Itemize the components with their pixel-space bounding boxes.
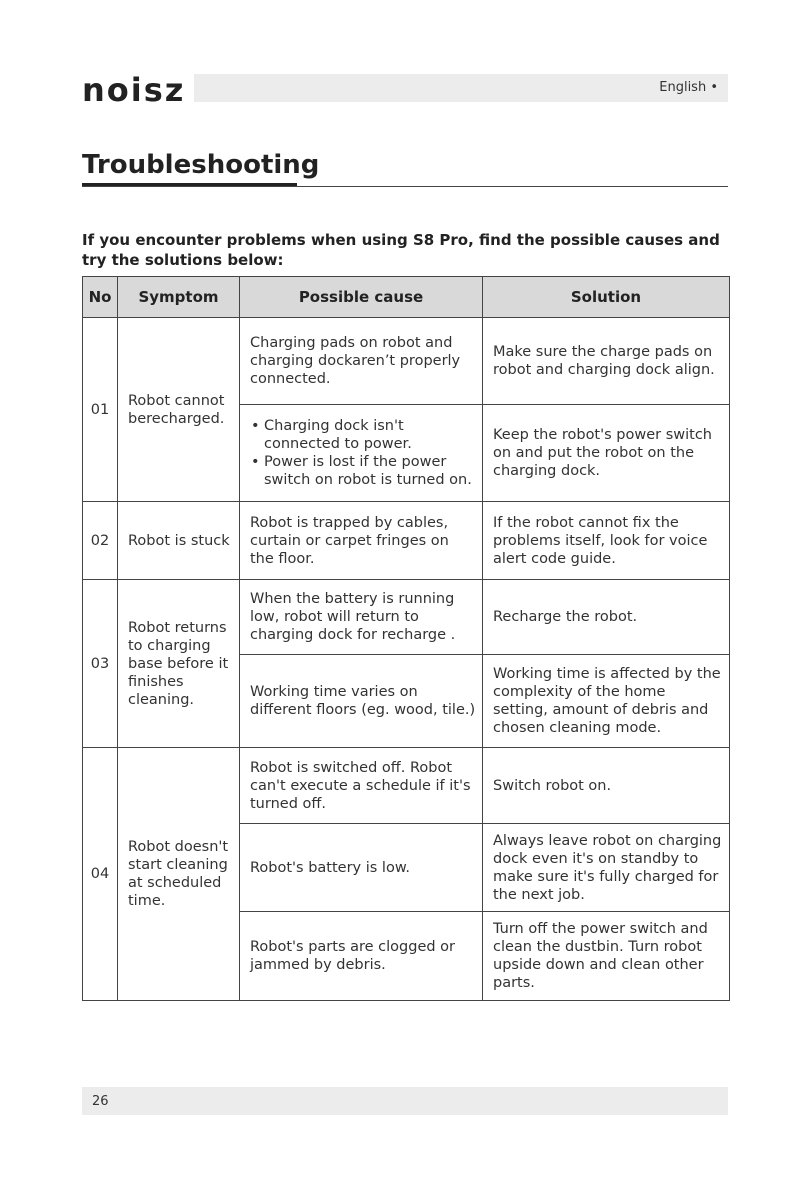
symptom-cell: Robot cannot berecharged. — [118, 318, 240, 502]
troubleshooting-table — [82, 276, 730, 1001]
row-number: 02 — [83, 502, 118, 580]
solution-cell: Make sure the charge pads on robot and charging dock align. — [483, 318, 730, 405]
language-label: English • — [659, 80, 718, 95]
header-solution: Solution — [483, 277, 730, 318]
symptom-cell: Robot doesn't start cleaning at scheduled time. — [118, 748, 240, 1001]
cause-cell: Charging pads on robot and charging dockaren’t properly connected. — [240, 318, 483, 405]
page-title: Troubleshooting — [82, 150, 320, 180]
cause-cell: Robot's parts are clogged or jammed by debris. — [240, 912, 483, 1001]
cause-cell: Robot is trapped by cables, curtain or carpet fringes on the floor. — [240, 502, 483, 580]
row-number: 04 — [83, 748, 118, 1001]
table-row — [83, 318, 730, 405]
cause-bullet: • Power is lost if the power switch on robot is turned on. — [264, 453, 476, 489]
symptom-cell: Robot is stuck — [118, 502, 240, 580]
row-number: 03 — [83, 580, 118, 748]
header-band — [194, 74, 728, 102]
solution-cell: Recharge the robot. — [483, 580, 730, 655]
cause-cell: When the battery is running low, robot will return to charging dock for recharge . — [240, 580, 483, 655]
solution-cell: Turn off the power switch and clean the dustbin. Turn robot upside down and clean other parts. — [483, 912, 730, 1001]
table-header-row — [83, 277, 730, 318]
table-row — [83, 748, 730, 824]
cause-cell: Working time varies on different floors (eg. wood, tile.) — [240, 655, 483, 748]
table-row — [83, 580, 730, 655]
symptom-cell: Robot returns to charging base before it finishes cleaning. — [118, 580, 240, 748]
row-number: 01 — [83, 318, 118, 502]
cause-cell — [240, 405, 483, 502]
intro-text: If you encounter problems when using S8 Pro, find the possible causes and try the solutions below: — [82, 231, 720, 269]
cause-bullet: • Charging dock isn't connected to power. — [264, 417, 476, 453]
header-no: No — [83, 277, 118, 318]
solution-cell: Keep the robot's power switch on and put the robot on the charging dock. — [483, 405, 730, 502]
solution-cell: Always leave robot on charging dock even it's on standby to make sure it's fully charged for the next job. — [483, 824, 730, 912]
cause-cell: Robot's battery is low. — [240, 824, 483, 912]
solution-cell: Switch robot on. — [483, 748, 730, 824]
header-symptom: Symptom — [118, 277, 240, 318]
solution-cell: Working time is affected by the complexity of the home setting, amount of debris and chosen cleaning mode. — [483, 655, 730, 748]
solution-cell: If the robot cannot fix the problems itself, look for voice alert code guide. — [483, 502, 730, 580]
footer-band — [82, 1087, 728, 1115]
cause-cell: Robot is switched off. Robot can't execute a schedule if it's turned off. — [240, 748, 483, 824]
brand-logo: noisz — [82, 71, 186, 109]
header-cause: Possible cause — [240, 277, 483, 318]
table-row — [83, 502, 730, 580]
title-rule — [82, 186, 728, 187]
page-number: 26 — [92, 1094, 109, 1109]
